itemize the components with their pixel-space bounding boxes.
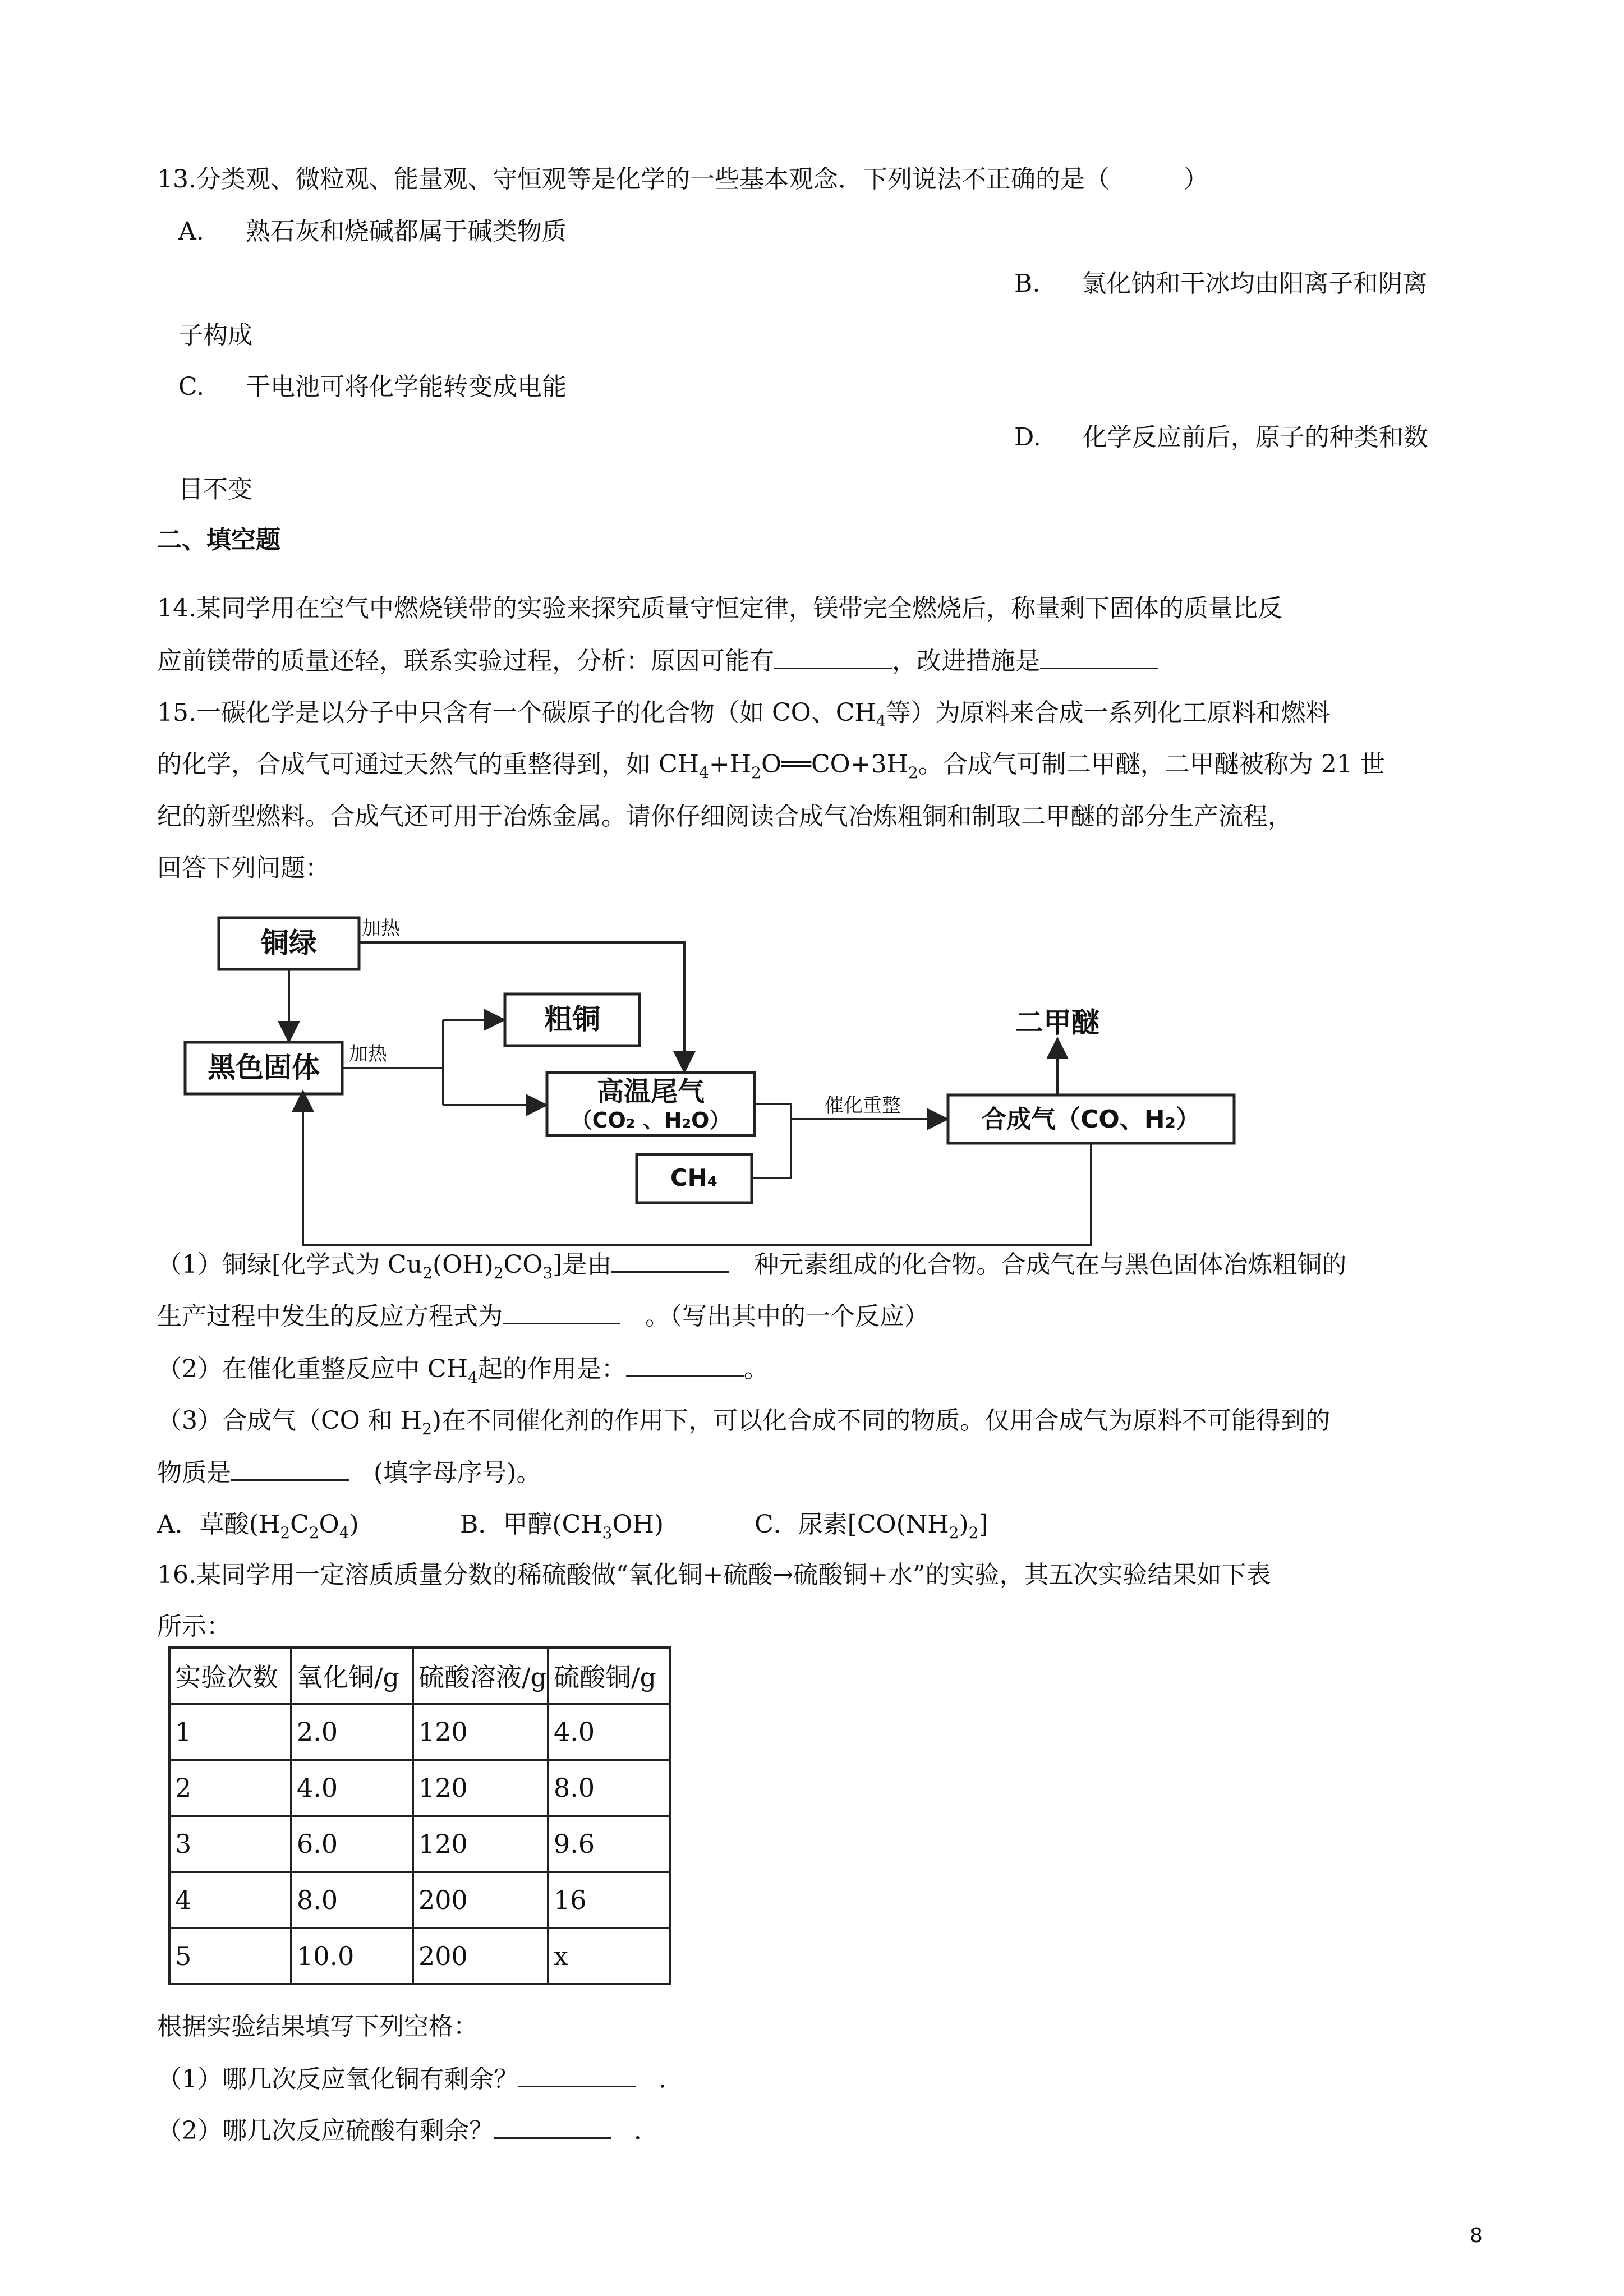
q15-part3-line2: 物质是 (填字母序号)。 (157, 1457, 541, 1489)
table-row (169, 1928, 670, 1984)
label-cutong: 粗铜 (544, 1003, 600, 1036)
q15-option-c[interactable]: C．尿素$[CO(NH_2)_2]$ (755, 1510, 988, 1542)
q15-part1-line2: 生产过程中发生的反应方程式为 。（写出其中的一个反应） (157, 1300, 929, 1332)
table-cell: 16 (548, 1872, 670, 1928)
q13-stem: 13.分类观、微粒观、能量观、守恒观等是化学的一些基本观念．下列说法不正确的是（ ） (157, 165, 1208, 194)
answer-blank[interactable] (1040, 645, 1158, 669)
table-row (169, 1872, 670, 1928)
table-cell: 200 (413, 1872, 548, 1928)
table-cell: 8.0 (548, 1760, 670, 1816)
q15-part1-line1: （1）铜绿[化学式为 $Cu_2(OH)_2CO_3$]是由 种元素组成的化合物。合成气在与黑色固体冶炼粗铜的 (157, 1249, 1346, 1281)
option-text: 化学反应前后，原子的种类和数 (1082, 423, 1428, 452)
answer-blank[interactable] (626, 1353, 744, 1377)
q15-line2: 的化学，合成气可通过天然气的重整得到，如 $CH_4+H_2O══CO+3H_2$。合成气可制二甲醚，二甲醚被称为 21 世 (157, 750, 1385, 782)
table-cell: 9.6 (548, 1816, 670, 1872)
q15-line3: 纪的新型燃料。合成气还可用于冶炼金属。请你仔细阅读合成气冶炼粗铜和制取二甲醚的部分生产流程， (157, 802, 1292, 831)
answer-blank[interactable] (774, 645, 892, 669)
answer-blank[interactable] (503, 1300, 620, 1324)
q15-line4: 回答下列问题： (157, 854, 330, 882)
option-text: 干电池可将化学能转变成电能 (246, 372, 567, 401)
q16-sub2: （2）哪几次反应硫酸有剩余？ ． (157, 2115, 659, 2147)
table-header-cell: 氧化铜/g (291, 1648, 413, 1704)
option-text: 熟石灰和烧碱都属于碱类物质 (245, 217, 567, 246)
answer-blank[interactable] (518, 2063, 636, 2087)
q13-option-d-continued: 目不变 (178, 475, 252, 504)
table-cell: 3 (169, 1816, 291, 1872)
option-letter: D. (1014, 423, 1041, 452)
table-cell: 2 (169, 1760, 291, 1816)
table-cell: 4.0 (291, 1760, 413, 1816)
q13-option-c[interactable] (178, 371, 567, 403)
table-cell: 2.0 (291, 1704, 413, 1760)
table-row (169, 1816, 670, 1872)
table-header-cell: 硫酸溶液/g (413, 1648, 548, 1704)
label-cuihua: 催化重整 (825, 1094, 901, 1117)
table-cell: 200 (413, 1928, 548, 1984)
label-hecheng: 合成气（CO、H₂） (982, 1105, 1200, 1134)
label-heise: 黑色固体 (208, 1051, 320, 1084)
experiment-table (168, 1646, 671, 1985)
process-flow-diagram (168, 898, 1262, 1273)
q15-option-a[interactable]: A．草酸$(H_2C_2O_4)$ (157, 1510, 359, 1542)
option-letter: C. (178, 372, 205, 401)
table-header-row (169, 1648, 670, 1704)
table-cell: 6.0 (291, 1816, 413, 1872)
label-gaowen-formula: （CO₂ 、H₂O） (571, 1108, 731, 1133)
line-merge (752, 1104, 791, 1178)
q16-line1: 16.某同学用一定溶质质量分数的稀硫酸做“氧化铜+硫酸→硫酸铜+水”的实验，其五次实验结果如下表 (157, 1561, 1271, 1589)
q14-line1: 14.某同学用在空气中燃烧镁带的实验来探究质量守恒定律，镁带完全燃烧后，称量剩下固体的质量比反 (157, 594, 1282, 623)
label-jiare2: 加热 (349, 1043, 387, 1065)
table-cell: 120 (413, 1816, 548, 1872)
q13-option-b[interactable] (1014, 268, 1427, 300)
table-header-cell: 实验次数 (169, 1648, 291, 1704)
page-number: 8 (1470, 2224, 1483, 2247)
answer-blank[interactable] (231, 1457, 349, 1481)
q14-line2: 应前镁带的质量还轻，联系实验过程，分析：原因可能有 ，改进措施是 (157, 645, 1158, 677)
table-cell: 10.0 (291, 1928, 413, 1984)
q15-part2: （2）在催化重整反应中 $CH_4$起的作用是： 。 (157, 1353, 769, 1385)
label-tonglv: 铜绿 (261, 927, 317, 959)
option-letter: B. (1014, 269, 1041, 298)
q13-option-d[interactable] (1014, 422, 1428, 453)
table-cell: 120 (413, 1760, 548, 1816)
answer-blank[interactable] (611, 1249, 729, 1273)
q13-option-a[interactable] (178, 216, 567, 247)
q16-instructions: 根据实验结果填写下列空格： (157, 2012, 478, 2041)
table-row (169, 1760, 670, 1816)
label-erjiami: 二甲醚 (1015, 1006, 1099, 1039)
label-ch4: CH₄ (670, 1164, 718, 1191)
answer-blank[interactable] (494, 2115, 611, 2139)
table-row (169, 1704, 670, 1760)
option-text: 氯化钠和干冰均由阳离子和阴离 (1082, 269, 1428, 298)
label-gaowen: 高温尾气 (596, 1076, 705, 1107)
option-letter: A. (178, 217, 204, 246)
q15-line1: 15.一碳化学是以分子中只含有一个碳原子的化合物（如 CO、$CH_4$等）为原料来合成一系列化工原料和燃料 (157, 698, 1331, 730)
q16-line2: 所示： (157, 1612, 231, 1641)
q15-part3-line1: （3）合成气（CO 和 $H_2$)在不同催化剂的作用下，可以化合成不同的物质。仅用合成气为原料不可能得到的 (157, 1406, 1331, 1438)
q13-option-b-continued: 子构成 (178, 321, 252, 349)
table-header-cell: 硫酸铜/g (548, 1648, 670, 1704)
section-heading: 二、填空题 (157, 526, 280, 554)
table-cell: x (548, 1928, 670, 1984)
table-cell: 4.0 (548, 1704, 670, 1760)
table-cell: 5 (169, 1928, 291, 1984)
table-cell: 1 (169, 1704, 291, 1760)
table-cell: 8.0 (291, 1872, 413, 1928)
q15-option-b[interactable]: B．甲醇$(CH_3OH)$ (460, 1510, 664, 1542)
table-cell: 4 (169, 1872, 291, 1928)
q16-sub1: （1）哪几次反应氧化铜有剩余？ ． (157, 2063, 683, 2095)
table-cell: 120 (413, 1704, 548, 1760)
label-jiare1: 加热 (362, 917, 400, 940)
